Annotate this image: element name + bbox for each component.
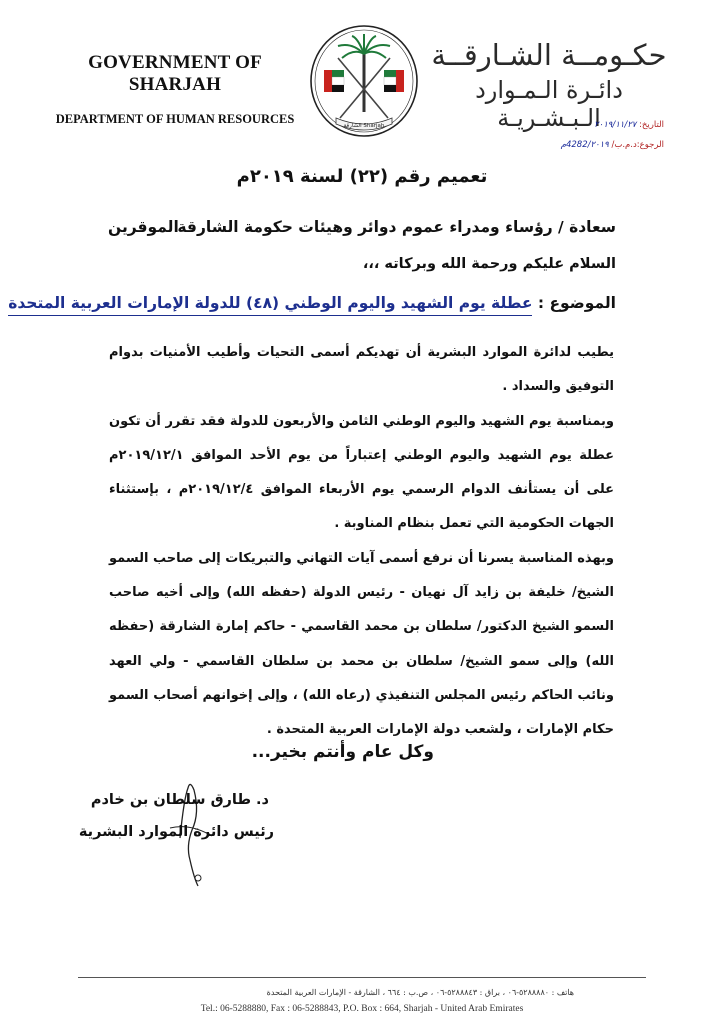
body-paragraph-2: وبمناسبة يوم الشهيد واليوم الوطني الثامن والأربعون للدولة فقد تقرر أن تكون عطلة يوم الشهيد واليوم الوطني إعتباراً من يوم الأحد الموافق ٢٠١٩/١٢/١م على أن يستأنف الدوام الرسمي يوم الأربعاء الموافق ٢٠١٩/١٢/٤م ، بإستثناء الجهات الحكومية التي تعمل بنظام المناوبة . bbox=[109, 413, 615, 532]
circular-number-title: تعميم رقم (٢٢) لسنة ٢٠١٩م bbox=[236, 166, 488, 187]
footer-arabic-contact: هاتف : ٥٢٨٨٨٨٠-٠٦ ، براق : ٥٢٨٨٨٤٣-٠٦ ، ص.ب : ٦٦٤ ، الشارقة - الإمارات العربية المتحدة bbox=[266, 988, 574, 997]
letter-body bbox=[109, 336, 614, 748]
subject-label: الموضوع : bbox=[537, 294, 616, 312]
arabic-letterhead bbox=[424, 38, 674, 132]
reference-line bbox=[464, 140, 664, 150]
english-department-title: DEPARTMENT OF HUMAN RESOURCES bbox=[55, 112, 295, 126]
reference-value: 4282/٢٠١٩م bbox=[560, 140, 609, 150]
honorific: الموقرين bbox=[108, 218, 179, 236]
signatory-title: رئيس دائرة الموارد البشرية bbox=[78, 824, 274, 840]
date-value: ٢٠١٩/١١/٢٧ bbox=[594, 120, 637, 130]
english-letterhead bbox=[40, 52, 310, 127]
reference-label: الرجوع:د.م.ب/ bbox=[611, 140, 664, 150]
svg-text:الشارقة Sharjah: الشارقة Sharjah bbox=[343, 123, 385, 129]
arabic-government-title: حكـومــة الشـارقــة bbox=[431, 38, 667, 72]
footer-divider bbox=[78, 977, 646, 978]
greeting-line: السلام عليكم ورحمة الله وبركاته ،،، bbox=[362, 256, 616, 272]
sharjah-emblem-logo bbox=[308, 24, 420, 138]
signatory-name: د. طارق سلطان بن خادم bbox=[90, 792, 269, 808]
closing-line: وكل عام وأنتم بخير... bbox=[251, 742, 434, 762]
english-government-title: GOVERNMENT OF SHARJAH bbox=[88, 52, 262, 95]
subject-line bbox=[8, 294, 616, 312]
addressee-line: سعادة / رؤساء ومدراء عموم دوائر وهيئات حكومة الشارقة bbox=[177, 218, 616, 236]
subject-text: عطلة يوم الشهيد واليوم الوطني (٤٨) للدولة الإمارات العربية المتحدة bbox=[8, 294, 532, 316]
body-paragraph-1: يطيب لدائرة الموارد البشرية أن تهديكم أسمى التحيات وأطيب الأمنيات بدوام التوفيق والسداد . bbox=[109, 345, 614, 395]
date-line bbox=[464, 120, 664, 130]
date-label: التاريخ: bbox=[639, 120, 664, 130]
body-paragraph-3: وبهذه المناسبة يسرنا أن نرفع أسمى آيات التهاني والتبريكات إلى صاحب السمو الشيخ/ خليفة بن زايد آل نهيان - رئيس الدولة (حفظه الله) وإلى أخيه صاحب السمو الشيخ الدكتور/ سلطان بن محمد القاسمي - حاكم إمارة الشارقة (حفظه الله) وإلى سمو الشيخ/ سلطان بن محمد بن سلطان القاسمي - ولي العهد ونائب الحاكم رئيس المجلس التنفيذي (رعاه الله) ، وإلى إخوانهم أصحاب السمو حكام الإمارات ، ولشعب دولة الإمارات العربية المتحدة . bbox=[109, 550, 614, 738]
footer-english-contact: Tel.: 06-5288880, Fax : 06-5288843, P.O. Box : 664, Sharjah - United Arab Emirates bbox=[200, 1004, 524, 1014]
arabic-department-title: دائـرة الـمـوارد الـبـشـريـة bbox=[475, 76, 623, 132]
